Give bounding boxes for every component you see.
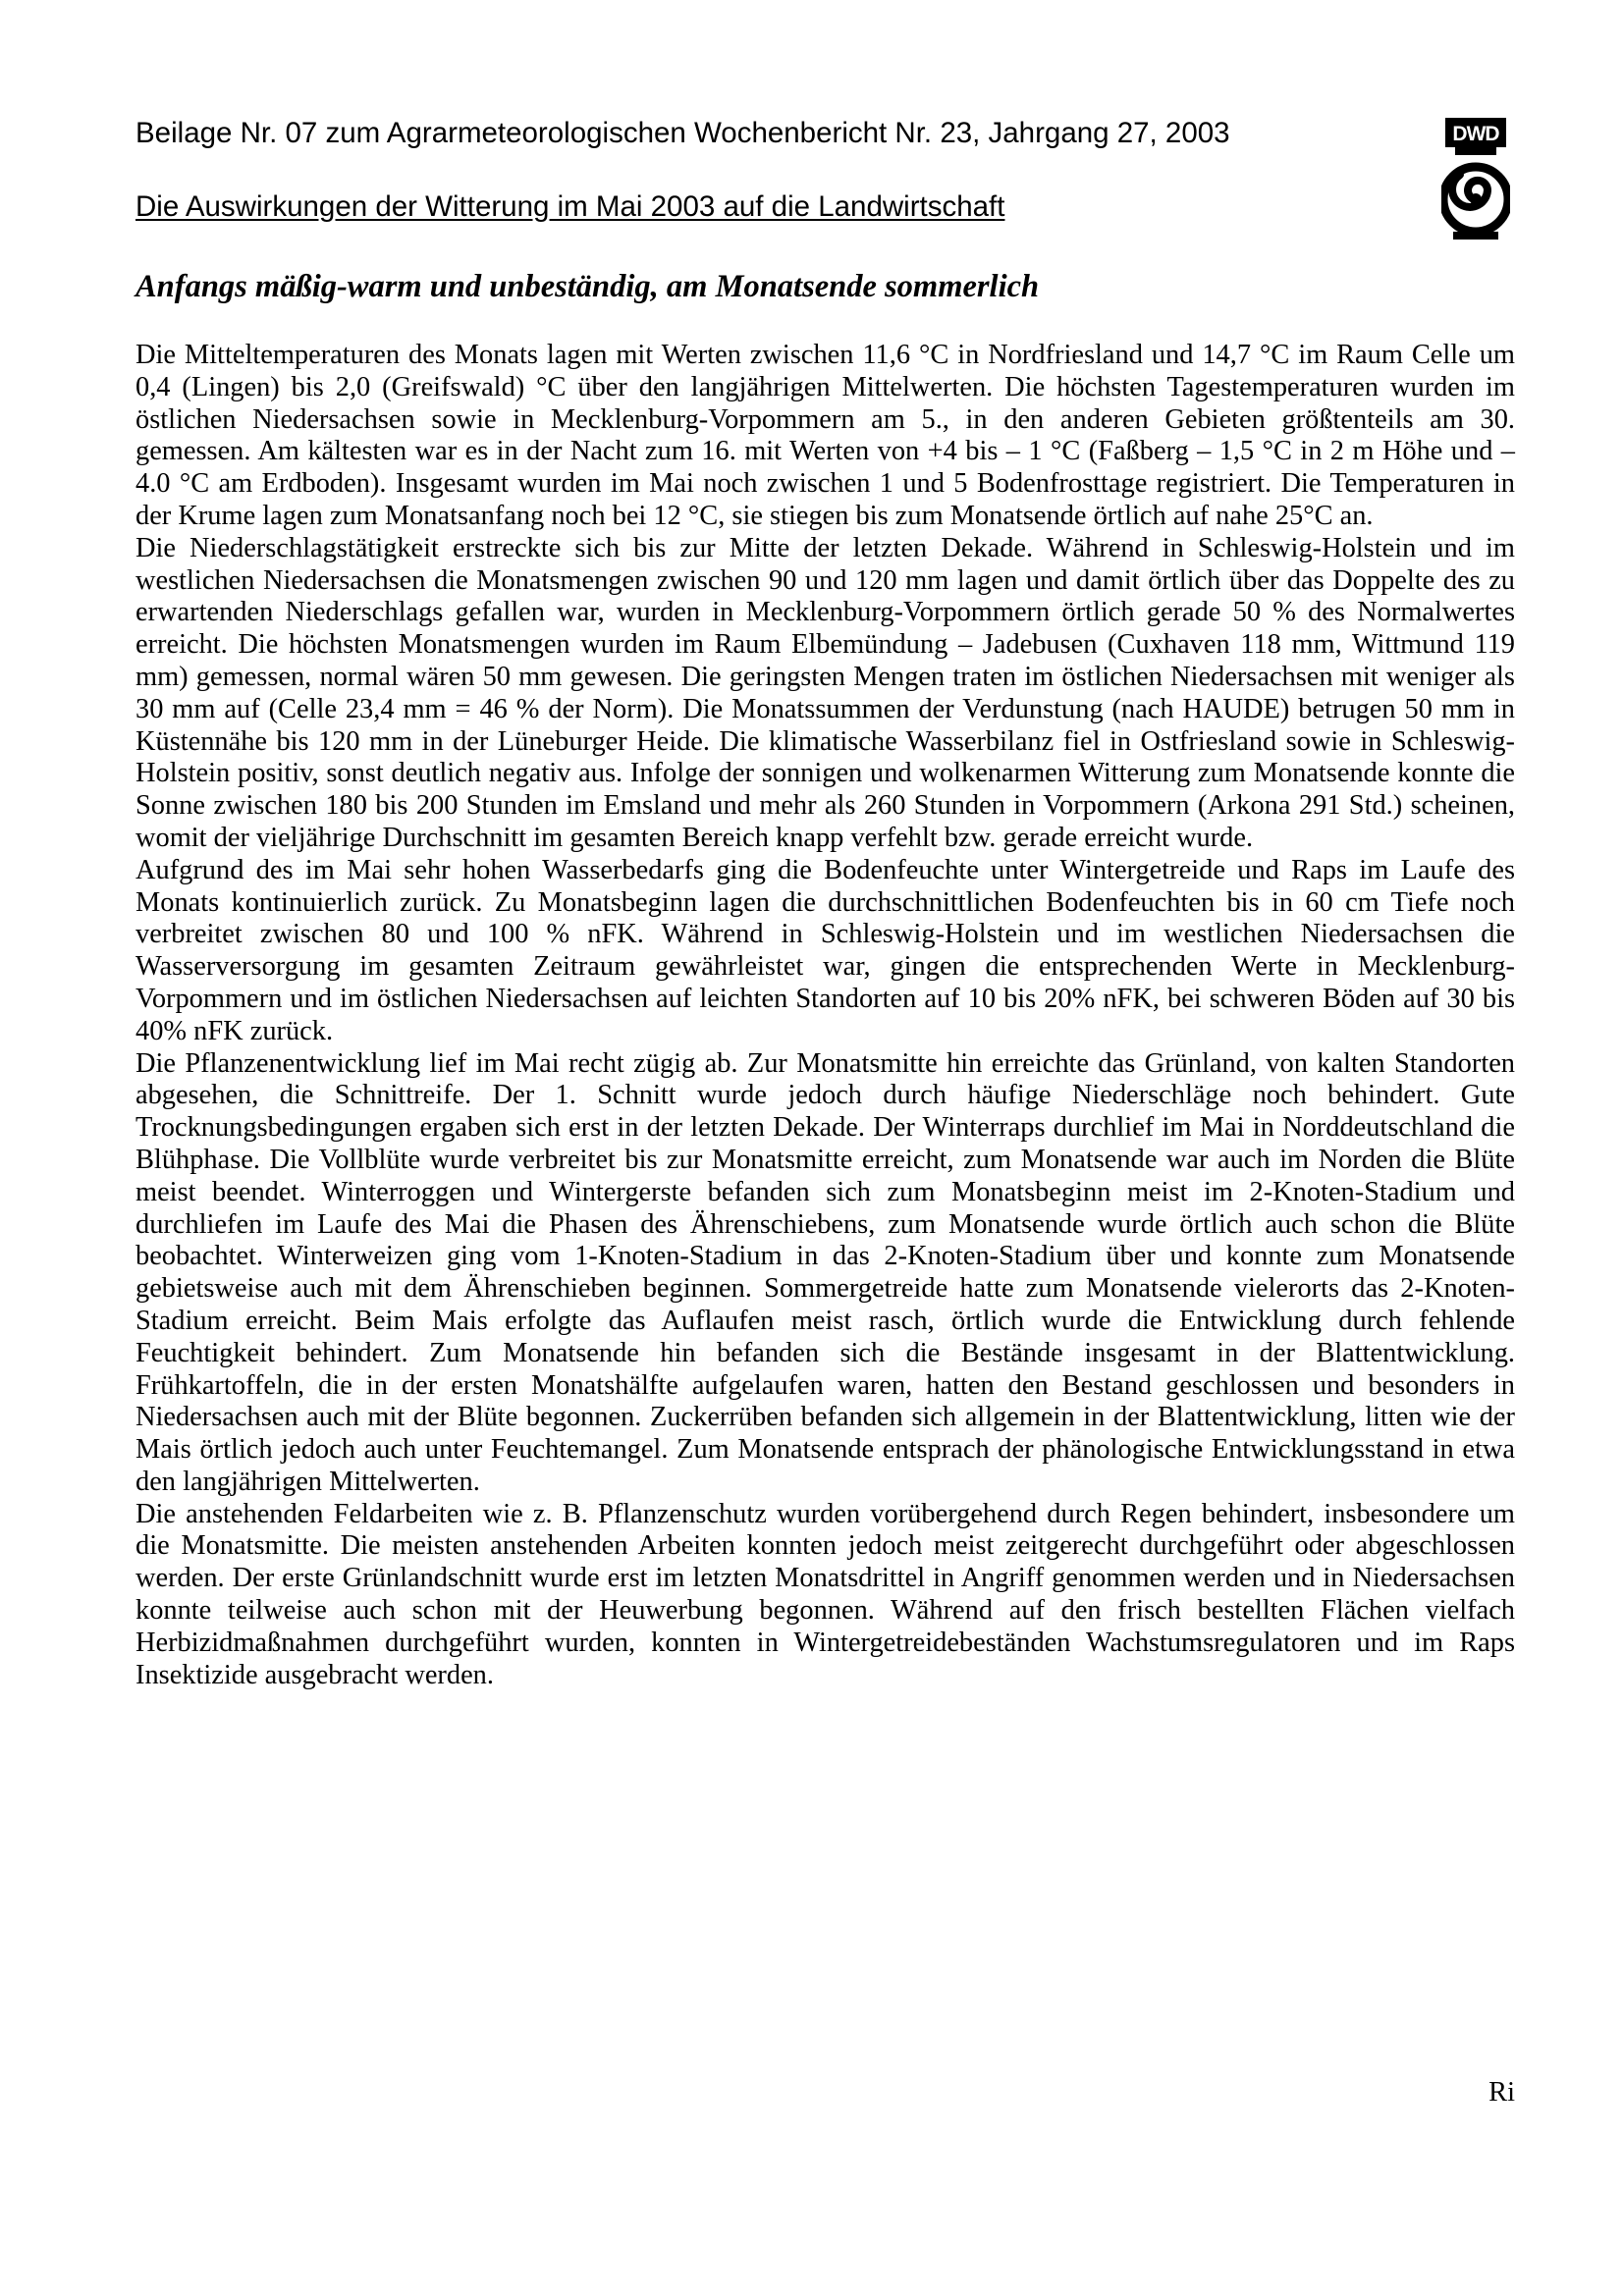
report-title: Die Auswirkungen der Witterung im Mai 2003 auf die Landwirtschaft (135, 190, 1005, 223)
paragraph-field-work: Die anstehenden Feldarbeiten wie z. B. Pflanzenschutz wurden vorübergehend durch Regen behindert, insbesondere um die Monatsmitte. Die meisten anstehenden Arbeiten konnten jedoch meist zeitgerecht durchgeführt oder abgeschlossen werden. Der erste Grünlandschnitt wurde erst im letzten Monatsdrittel in Angriff genommen werden und in Niedersachsen konnte teilweise auch schon mit der Heuwerbung begonnen. Während auf den frisch bestellten Flächen vielfach Herbizidmaßnahmen durchgeführt wurden, konnten in Wintergetreidebeständen Wachstumsregulatoren und im Raps Insektizide ausgebracht werden. (135, 1498, 1515, 1690)
paragraph-precipitation: Die Niederschlagstätigkeit erstreckte sich bis zur Mitte der letzten Dekade. Während in Schleswig-Holstein und im westlichen Niedersachsen die Monatsmengen zwischen 90 und 120 mm lagen und damit örtlich über das Doppelte des zu erwartenden Niederschlags gefallen war, wurden in Mecklenburg-Vorpommern örtlich gerade 50 % des Normalwertes erreicht. Die höchsten Monatsmengen wurden im Raum Elbemündung – Jadebusen (Cuxhaven 118 mm, Wittmund 119 mm) gemessen, normal wären 50 mm gewesen. Die geringsten Mengen traten im östlichen Niedersachsen mit weniger als 30 mm auf (Celle 23,4 mm = 46 % der Norm). Die Monatssummen der Verdunstung (nach HAUDE) betrugen 50 mm in Küstennähe bis 120 mm in der Lüneburger Heide. Die klimatische Wasserbilanz fiel in Ostfriesland sowie in Schleswig-Holstein positiv, sonst deutlich negativ aus. Infolge der sonnigen und wolkenarmen Witterung zum Monatsende konnte die Sonne zwischen 180 bis 200 Stunden im Emsland und mehr als 260 Stunden in Vorpommern (Arkona 291 Std.) scheinen, womit der vieljährige Durchschnitt im gesamten Bereich knapp verfehlt bzw. gerade erreicht wurde. (135, 532, 1515, 853)
paragraph-soil-moisture: Aufgrund des im Mai sehr hohen Wasserbedarfs ging die Bodenfeuchte unter Wintergetreide und Raps im Laufe des Monats kontinuierlich zurück. Zu Monatsbeginn lagen die durchschnittlichen Bodenfeuchten bis in 60 cm Tiefe noch verbreitet zwischen 80 und 100 % nFK. Während in Schleswig-Holstein und im westlichen Niedersachsen die Wasserversorgung im gesamten Zeitraum gewährleistet war, gingen die entsprechenden Werte in Mecklenburg-Vorpommern und im östlichen Niedersachsen auf leichten Standorten auf 10 bis 20% nFK, bei schweren Böden auf 30 bis 40% nFK zurück. (135, 854, 1515, 1046)
author-signature: Ri (1488, 2077, 1515, 2108)
paragraph-plant-development: Die Pflanzenentwicklung lief im Mai recht zügig ab. Zur Monatsmitte hin erreichte das Grünland, von kalten Standorten abgesehen, die Schnittreife. Der 1. Schnitt wurde jedoch durch häufige Niederschläge noch behindert. Gute Trocknungsbedingungen ergaben sich erst in der letzten Dekade. Der Winterraps durchlief im Mai in Norddeutschland die Blühphase. Die Vollblüte wurde verbreitet bis zur Monatsmitte erreicht, zum Monatsende war auch im Norden die Blüte meist beendet. Winterroggen und Wintergerste befanden sich zum Monatsbeginn meist im 2-Knoten-Stadium und durchliefen im Laufe des Mai die Phasen des Ährenschiebens, zum Monatsende wurde örtlich auch schon die Blüte beobachtet. Winterweizen ging vom 1-Knoten-Stadium in das 2-Knoten-Stadium über und konnte zum Monatsende gebietsweise auch mit dem Ährenschieben beginnen. Sommergetreide hatte zum Monatsende vielerorts das 2-Knoten-Stadium erreicht. Beim Mais erfolgte das Auflaufen meist rasch, örtlich wurde die Entwicklung durch fehlende Feuchtigkeit behindert. Zum Monatsende hin befanden sich die Bestände insgesamt in der Blattentwicklung. Frühkartoffeln, die in der ersten Monatshälfte aufgelaufen waren, hatten den Bestand geschlossen und besonders in Niedersachsen auch mit der Blüte begonnen. Zuckerrüben befanden sich allgemein in der Blattentwicklung, litten wie der Mais örtlich jedoch auch unter Feuchtemangel. Zum Monatsende entsprach der phänologische Entwicklungsstand in etwa den langjährigen Mittelwerten. (135, 1047, 1515, 1497)
supplement-line: Beilage Nr. 07 zum Agrarmeteorologischen Wochenbericht Nr. 23, Jahrgang 27, 2003 (135, 117, 1230, 149)
dwd-logo-text: DWD (1452, 123, 1499, 145)
headline: Anfangs mäßig-warm und unbeständig, am Monatsende sommerlich (135, 269, 1040, 304)
dwd-logo (1441, 116, 1510, 251)
body-text (135, 340, 1515, 1691)
paragraph-temperature: Die Mitteltemperaturen des Monats lagen mit Werten zwischen 11,6 °C in Nordfriesland und 14,7 °C im Raum Celle um 0,4 (Lingen) bis 2,0 (Greifswald) °C über den langjährigen Mittelwerten. Die höchsten Tagestemperaturen wurden im östlichen Niedersachsen sowie in Mecklenburg-Vorpommern am 5., in den anderen Gebieten größtenteils am 30. gemessen. Am kältesten war es in der Nacht zum 16. mit Werten von +4 bis – 1 °C (Faßberg – 1,5 °C in 2 m Höhe und –4.0 °C am Erdboden). Insgesamt wurden im Mai noch zwischen 1 und 5 Bodenfrosttage registriert. Die Temperaturen in der Krume lagen zum Monatsanfang noch bei 12 °C, sie stiegen bis zum Monatsende örtlich auf nahe 25°C an. (135, 340, 1515, 531)
